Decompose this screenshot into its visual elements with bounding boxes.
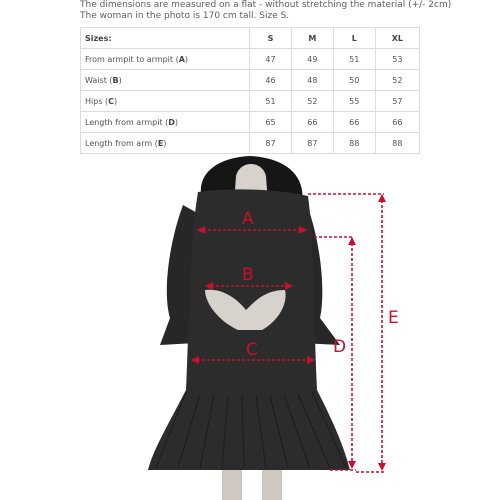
cell-value: 47 [250, 49, 292, 70]
cell-value: 49 [291, 49, 333, 70]
size-l-header: L [333, 28, 375, 49]
cell-value: 57 [375, 91, 419, 112]
table-row [81, 70, 420, 91]
cell-value: 55 [333, 91, 375, 112]
cell-value: 52 [291, 91, 333, 112]
cell-value: 51 [250, 91, 292, 112]
model-left-leg [222, 466, 242, 500]
cell-value: 53 [375, 49, 419, 70]
measurement-notes [80, 0, 500, 21]
label-d: D [333, 337, 347, 357]
cell-value: 50 [333, 70, 375, 91]
label-e: E [388, 308, 399, 328]
row-label: Hips (C) [81, 91, 250, 112]
cell-value: 52 [375, 70, 419, 91]
label-b: B [242, 265, 254, 285]
row-label: Length from armpit (D) [81, 112, 250, 133]
cell-value: 48 [291, 70, 333, 91]
cell-value: 87 [250, 133, 292, 154]
size-xl-header: XL [375, 28, 419, 49]
cell-value: 65 [250, 112, 292, 133]
size-m-header: M [291, 28, 333, 49]
row-label: From armpit to armpit (A) [81, 49, 250, 70]
cell-value: 66 [291, 112, 333, 133]
size-s-header: S [250, 28, 292, 49]
table-row [81, 49, 420, 70]
table-row [81, 91, 420, 112]
label-a: A [242, 209, 254, 229]
cell-value: 87 [291, 133, 333, 154]
measurement-note-flat: The dimensions are measured on a flat - without stretching the material (+/- 2cm) [80, 0, 452, 10]
row-label: Waist (B) [81, 70, 250, 91]
cell-value: 66 [333, 112, 375, 133]
cell-value: 46 [250, 70, 292, 91]
sizes-header-label: Sizes: [81, 28, 250, 49]
row-label: Length from arm (E) [81, 133, 250, 154]
cell-value: 66 [375, 112, 419, 133]
measurement-note-model: The woman in the photo is 170 cm tall. Size S. [80, 10, 290, 21]
size-table [80, 27, 420, 154]
table-row [81, 112, 420, 133]
label-c: C [246, 340, 258, 360]
cell-value: 88 [333, 133, 375, 154]
dress-measurement-diagram [0, 150, 500, 500]
size-table-header [81, 28, 420, 49]
cell-value: 51 [333, 49, 375, 70]
cell-value: 88 [375, 133, 419, 154]
model-right-leg [262, 466, 282, 500]
model-photo [0, 150, 500, 500]
